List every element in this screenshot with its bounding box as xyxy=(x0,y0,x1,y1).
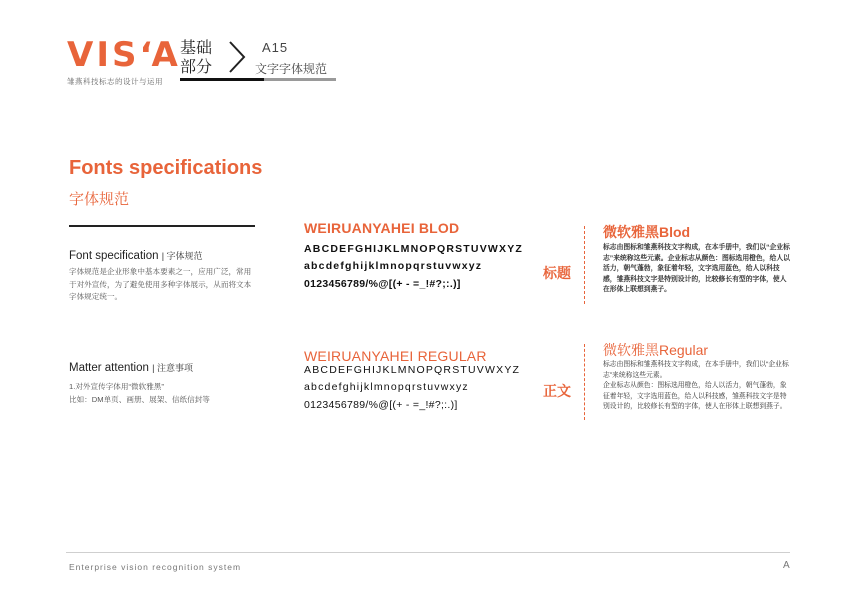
font-spec-title xyxy=(69,249,203,262)
footer-text: Enterprise vision recognition system xyxy=(69,562,242,572)
header-bar-gray xyxy=(264,78,336,81)
bold-uppercase-sample: ABCDEFGHIJKLMNOPQRSTUVWXYZ xyxy=(304,243,524,255)
footer-divider xyxy=(66,552,790,553)
matter-title xyxy=(69,361,193,374)
font-spec-title-zh: | 字体规范 xyxy=(161,251,203,261)
regular-cn-body-para2: 企业标志从颜色：图标选用橙色，给人以活力，朝气蓬勃，象征着年轻，文字选用蓝色，给人以科技感，雏燕科技文字是特别设计的，比较修长有型的字体，使人在形体上联想到燕子。 xyxy=(603,382,787,410)
body-tag: 正文 xyxy=(543,383,571,399)
footer-page-letter: A xyxy=(783,560,790,571)
regular-font-name: WEIRUANYAHEI REGULAR xyxy=(304,348,487,364)
divider xyxy=(69,225,255,227)
title-tag: 标题 xyxy=(543,265,571,281)
regular-uppercase-sample: ABCDEFGHIJKLMNOPQRSTUVWXYZ xyxy=(304,364,521,376)
bold-cn-title: 微软雅黑Blod xyxy=(603,224,691,240)
logo-subtitle: 雏燕科技标志的设计与运用 xyxy=(67,77,163,86)
regular-cn-body-para1: 标志由图标和雏燕科技文字构成，在本手册中，我们以“企业标志”来统称这些元素。 xyxy=(603,361,789,379)
matter-title-zh: | 注意事项 xyxy=(152,363,193,373)
header-bar-dark xyxy=(180,78,264,81)
dashed-divider-body xyxy=(584,344,585,420)
dashed-divider-title xyxy=(584,226,585,304)
regular-cn-body xyxy=(603,360,793,413)
heading-zh: 字体规范 xyxy=(69,191,130,208)
matter-body-line1: 1.对外宣传字体用“微软雅黑” xyxy=(69,382,164,391)
regular-digits-sample: 0123456789/%@[(+ - =_!#?;:.)] xyxy=(304,399,458,411)
heading-en: Fonts specifications xyxy=(69,157,263,179)
brand-logo: VIS‘A xyxy=(67,35,181,75)
regular-lowercase-sample: abcdefghijklmnopqrstuvwxyz xyxy=(304,381,469,393)
font-spec-body: 字体规范是企业形象中基本要素之一，应用广泛，常用于对外宣传，为了避免使用多种字体展示，从而将文本字体规定统一。 xyxy=(69,267,252,301)
page-code-subtitle: 文字字体规范 xyxy=(255,62,328,76)
matter-body-line2: 比如：DM单页、画册、展架、信纸信封等 xyxy=(69,394,210,404)
matter-title-en: Matter attention xyxy=(69,362,149,374)
bold-lowercase-sample: abcdefghijklmnopqrstuvwxyz xyxy=(304,260,483,272)
bold-cn-body: 标志由图标和雏燕科技文字构成，在本手册中，我们以“企业标志”来统称这些元素。企业标志从颜色：图标选用橙色，给人以活力，朝气蓬勃，象征着年轻，文字选用蓝色，给人以科技感，雏燕科技文字是特别设计的，比较修长有型的字体，使人在形体上联想到燕子。 xyxy=(603,244,790,293)
section-title-line1: 基础 xyxy=(180,40,213,57)
font-spec-title-en: Font specification xyxy=(69,250,159,262)
page-code: A15 xyxy=(262,40,289,55)
regular-cn-title: 微软雅黑Regular xyxy=(603,342,709,358)
bold-digits-sample: 0123456789/%@[(+ - =_!#?;:.)] xyxy=(304,278,461,290)
chevron-right-icon xyxy=(224,40,258,74)
bold-font-name: WEIRUANYAHEI BLOD xyxy=(304,220,460,236)
section-title-line2: 部分 xyxy=(180,59,213,76)
matter-body xyxy=(69,381,257,406)
section-title xyxy=(180,39,212,77)
